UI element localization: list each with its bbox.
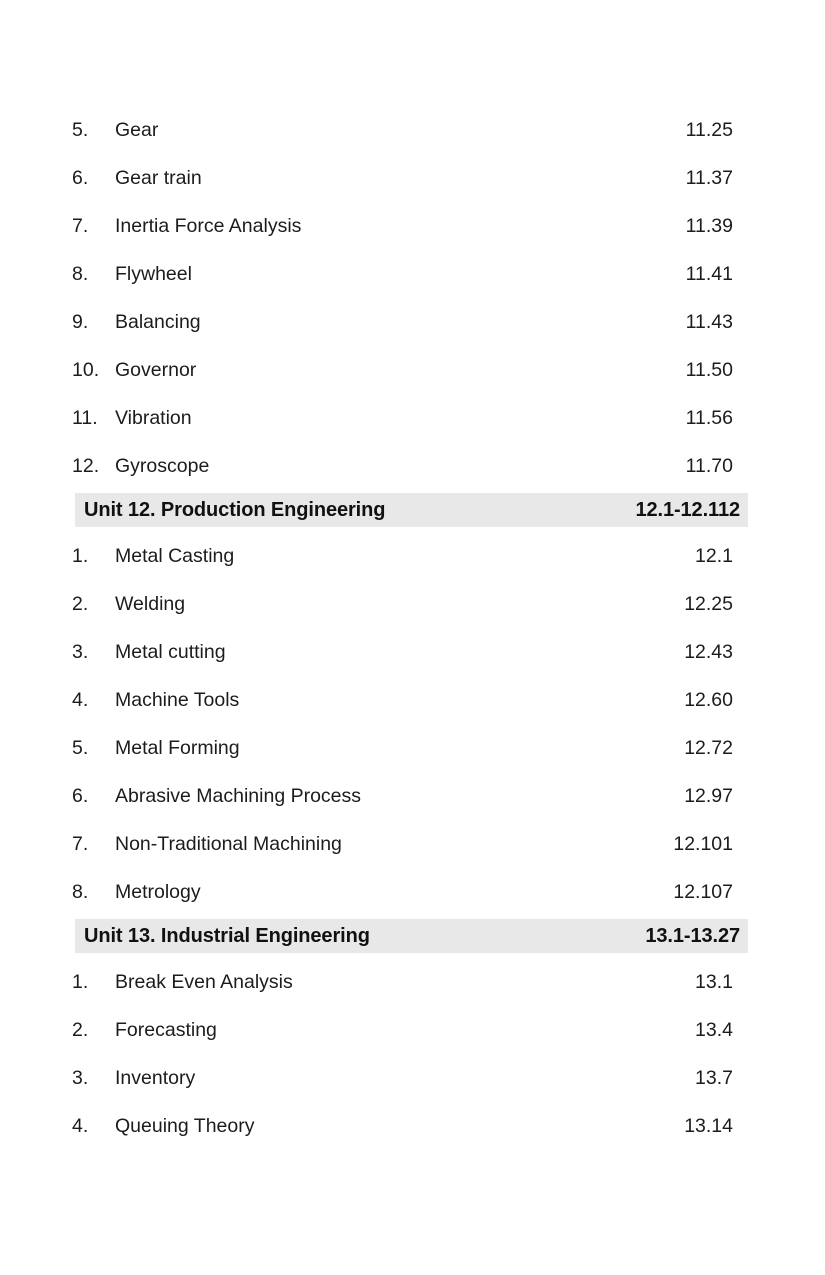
unit-header-row[interactable]	[75, 919, 748, 953]
toc-entry-row[interactable]	[0, 958, 825, 1006]
entry-number: 5.	[72, 119, 89, 141]
entry-title: Machine Tools	[115, 689, 240, 711]
entry-number: 1.	[72, 545, 89, 567]
entry-page-number: 11.25	[685, 119, 733, 141]
toc-entry-row[interactable]	[0, 394, 825, 442]
entry-number: 4.	[72, 1115, 89, 1137]
unit-header-page-range: 12.1-12.112	[635, 499, 740, 521]
entry-number: 7.	[72, 833, 89, 855]
unit-header-title: Unit 12. Production Engineering	[84, 499, 386, 521]
entry-title: Gyroscope	[115, 455, 210, 477]
entry-title: Gear	[115, 119, 159, 141]
entry-page-number: 13.1	[695, 971, 733, 993]
entry-page-number: 11.70	[685, 455, 733, 477]
entry-number: 5.	[72, 737, 89, 759]
entry-number: 2.	[72, 1019, 89, 1041]
entry-page-number: 12.43	[684, 641, 733, 663]
entry-page-number: 12.97	[684, 785, 733, 807]
entry-page-number: 12.1	[695, 545, 733, 567]
entry-number: 9.	[72, 311, 89, 333]
entry-title: Metal cutting	[115, 641, 226, 663]
entry-page-number: 11.56	[685, 407, 733, 429]
toc-entry-row[interactable]	[0, 868, 825, 916]
entry-page-number: 12.101	[673, 833, 733, 855]
unit-header-row[interactable]	[75, 493, 748, 527]
entry-number: 6.	[72, 167, 89, 189]
entry-title: Inventory	[115, 1067, 196, 1089]
entry-title: Metrology	[115, 881, 201, 903]
entry-page-number: 11.43	[685, 311, 733, 333]
toc-entry-row[interactable]	[0, 676, 825, 724]
entry-number: 6.	[72, 785, 89, 807]
toc-entry-row[interactable]	[0, 580, 825, 628]
entry-page-number: 12.60	[684, 689, 733, 711]
entry-page-number: 13.7	[695, 1067, 733, 1089]
entry-page-number: 11.37	[685, 167, 733, 189]
toc-entry-row[interactable]	[0, 346, 825, 394]
entry-title: Abrasive Machining Process	[115, 785, 362, 807]
entry-number: 1.	[72, 971, 89, 993]
entry-page-number: 11.41	[685, 263, 733, 285]
entry-number: 4.	[72, 689, 89, 711]
toc-entry-row[interactable]	[0, 532, 825, 580]
toc-entry-row[interactable]	[0, 1102, 825, 1150]
toc-entry-row[interactable]	[0, 298, 825, 346]
toc-entry-row[interactable]	[0, 250, 825, 298]
toc-entry-row[interactable]	[0, 772, 825, 820]
toc-row-list	[0, 106, 825, 1150]
entry-number: 8.	[72, 263, 89, 285]
toc-entry-row[interactable]	[0, 106, 825, 154]
entry-title: Governor	[115, 359, 197, 381]
toc-entry-row[interactable]	[0, 154, 825, 202]
toc-entry-row[interactable]	[0, 1006, 825, 1054]
entry-title: Flywheel	[115, 263, 192, 285]
toc-entry-row[interactable]	[0, 1054, 825, 1102]
toc-entry-row[interactable]	[0, 724, 825, 772]
entry-number: 7.	[72, 215, 89, 237]
unit-header-title: Unit 13. Industrial Engineering	[84, 925, 370, 947]
entry-number: 3.	[72, 641, 89, 663]
entry-title: Metal Forming	[115, 737, 240, 759]
toc-entry-row[interactable]	[0, 202, 825, 250]
entry-page-number: 13.14	[684, 1115, 733, 1137]
entry-title: Break Even Analysis	[115, 971, 293, 993]
entry-number: 2.	[72, 593, 89, 615]
entry-title: Non-Traditional Machining	[115, 833, 342, 855]
unit-header-page-range: 13.1-13.27	[645, 925, 740, 947]
entry-title: Inertia Force Analysis	[115, 215, 302, 237]
entry-title: Queuing Theory	[115, 1115, 255, 1137]
entry-title: Metal Casting	[115, 545, 235, 567]
entry-number: 12.	[72, 455, 100, 477]
entry-number: 8.	[72, 881, 89, 903]
entry-number: 11.	[72, 407, 98, 429]
entry-number: 10.	[72, 359, 100, 381]
entry-title: Forecasting	[115, 1019, 217, 1041]
entry-title: Balancing	[115, 311, 201, 333]
entry-page-number: 11.50	[685, 359, 733, 381]
entry-page-number: 11.39	[685, 215, 733, 237]
toc-entry-row[interactable]	[0, 820, 825, 868]
toc-entry-row[interactable]	[0, 628, 825, 676]
entry-title: Vibration	[115, 407, 192, 429]
top-spacer	[0, 0, 825, 106]
entry-page-number: 12.72	[684, 737, 733, 759]
entry-number: 3.	[72, 1067, 89, 1089]
entry-page-number: 13.4	[695, 1019, 733, 1041]
entry-page-number: 12.25	[684, 593, 733, 615]
toc-entry-row[interactable]	[0, 442, 825, 490]
entry-title: Gear train	[115, 167, 202, 189]
entry-title: Welding	[115, 593, 186, 615]
entry-page-number: 12.107	[673, 881, 733, 903]
